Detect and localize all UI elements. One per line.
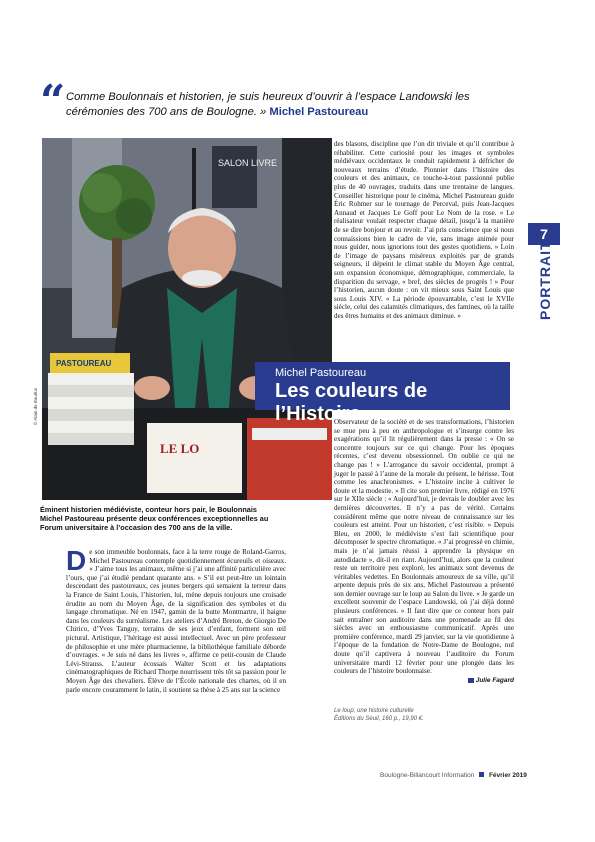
- book-reference: [334, 707, 424, 723]
- pull-quote: [66, 90, 486, 120]
- footer-square-icon: [479, 772, 484, 777]
- author-signature: Julie Fagard: [475, 676, 514, 684]
- book-reference-title: Le loup, une histoire culturelle: [334, 708, 414, 714]
- headline-title: Les couleurs de l’Histoire: [275, 380, 428, 425]
- photo-credit: © Alain de Baudus: [33, 387, 38, 425]
- photo-caption: Éminent historien médiéviste, conteur hors pair, le Boulonnais Michel Pastoureau présente deux conférences exceptionnelles au Forum universitaire à l’occasion des 700 ans de la ville.: [40, 505, 269, 532]
- portrait-photo-illustration: [42, 138, 332, 500]
- book-title-text: LE LO: [160, 441, 200, 456]
- page-number: 7: [528, 223, 560, 245]
- article-column-right-bottom: [334, 418, 514, 685]
- headline-band: [255, 362, 510, 425]
- page-footer: [380, 772, 527, 779]
- article-paragraph: Observateur de la société et de ses transformations, l’historien se mue peu à peu en anthropologue et s’insurge contre les exagérations qu’il lit régulièrement dans la presse : « On se concentre toujours sur ce qui change. Pour les époques récentes, c’est devenu obsessionnel. On oublie ce qui ne change pas ! » L’arrogance du savoir occidental, prompt à juger le passé à l’aune de la morale du présent, le hérisse. Tout comme les anachronismes. « L’histoire incite à cultiver le doute et la modestie. » Il cite son premier livre, rédigé en 1976 sur le XIIe siècle : « Aujourd’hui, je devrais le doubler avec les dernières découvertes. Il n’y a pas de vérité. Certains considèrent même que notre niveau de connaissance sur les couleurs est atteint. Pour un historien, c’est risible. » Depuis Bleu, en 2000, le médiéviste s’est fait scientifique pour décomposer le spectre chromatique. « J’ai progressé en chimie, mais je n’ai jamais réussi à apprendre la physique en autodidacte », dit-il en riant. Aujourd’hui, alors que la couleur reste un territoire peu exploré, les animaux sont devenus de véritables vedettes. En Boulonnais amoureux de sa ville, qu’il arpente depuis près de six ans, Michel Pastoureau a présenté son dernier ouvrage sur le loup au Salon du livre. « Je garde un excellent souvenir de l’espace Landowski, où j’ai déjà donné plusieurs conférences. » Il faut dire que ce conteur hors pair sait entraîner son auditoire dans une promenade au fil des siècles avec un enthousiasme communicatif. Après une première conférence, mardi 29 janvier, sur la vie quotidienne à l’époque de la fondation de Notre-Dame de Boulogne, nul doute qu’il captivera à nouveau l’auditoire du Forum universitaire mardi 12 février pour une plongée dans les couleurs de l’histoire boulonnaise.: [334, 418, 514, 676]
- quote-mark: “: [40, 76, 66, 127]
- section-label: PORTRAIT: [537, 240, 553, 320]
- salon-livre-sign: SALON LIVRE: [218, 158, 278, 168]
- footer-publication: Boulogne-Billancourt Information: [380, 772, 475, 779]
- headline-name: Michel Pastoureau: [275, 367, 367, 379]
- book-cover-text: PASTOUREAU: [56, 359, 112, 368]
- portrait-photo: [42, 138, 332, 500]
- article-paragraph: des blasons, discipline que l’on dit triviale et qu’il contribue à réhabiliter. Cette curiosité pour les images et symboles médiévaux occidentaux le conduit rapidement à défricher de nouveaux terrains d’étude. Pionnier dans l’histoire des couleurs et des animaux, ce touche-à-tout passionné publie plus de 40 ouvrages, traduits dans une trentaine de langues. Conseiller historique pour le cinéma, Michel Pastoureau guide Éric Rohmer sur le tournage de Perceval, puis Jean-Jacques Annaud et Jacques Le Goff pour Le Nom de la rose. « Le réalisateur voulait respecter chaque détail, jusqu’à la manière de se dire bonjour et au revoir. J’ai pris conscience que si nous connaissions bien le cadre de vie, sans image animée pour nous guider, nous ignorions tout des gestes quotidiens. » Loin de l’image de paysans miséreux exploités par de grands seigneurs, il dépeint le climat stable du Moyen Âge central, son expansion économique, démographique, commerciale, la disparition du servage, « bref, des siècles de progrès ! » Pour l’historien, aucun doute : on vit mieux sous Saint Louis que sous Louis XIV. « La période épouvantable, c’est le XVIIe siècle, celui des calamités climatiques, des famines, où la taille des êtres humains et des animaux diminue. »: [334, 140, 514, 320]
- article-signature-line: [334, 676, 514, 686]
- pull-quote-author: Michel Pastoureau: [269, 106, 369, 118]
- footer-date: Février 2019: [488, 772, 527, 779]
- article-paragraph: e son immeuble boulonnais, face à la terre rouge de Roland-Garros, Michel Pastoureau contemple quotidiennement écureuils et oiseaux. « J’aime tous les animaux, même si j’ai une affinité particulière avec l’ours, que j’ai étudié pendant quarante ans. » S’il est peut-être un lointain descendant des pastoureaux, ces jeunes bergers qui semaient la terreur dans la France de Saint Louis, l’historien, lui, mène depuis toujours une croisade érudite au nom du Moyen Âge, de la signification des symboles et du langage chromatique. Né en 1947, gamin de la butte Montmartre, il baigne dans les couleurs du surréalisme. Les ateliers d’André Breton, de Giorgio De Chirico, d’Yves Tanguy, terrains de ses jeux d’enfant, forment son œil pictural. Artistique, l’héritage est aussi intellectuel. Avec un père professeur de philosophie et une mère pharmacienne, la bibliothèque familiale déborde d’ouvrages. « Je suis né dans les livres », affirme ce petit-cousin de Claude Lévi-Strauss. L’auteur écossais Walter Scott et les adaptations cinématographiques de Richard Thorpe nourrissent très tôt sa passion pour le Moyen Âge des chevaliers. Élève de l’École nationale des chartes, où il en parle encore couramment le latin, il soutient sa thèse à 25 ans sur la science: [66, 548, 286, 694]
- book-reference-publisher: Éditions du Seuil, 160 p., 19,90 €.: [334, 716, 424, 722]
- article-column-left: [66, 545, 286, 694]
- end-mark-icon: [468, 678, 474, 683]
- drop-cap: D: [66, 545, 87, 576]
- pull-quote-text: Comme Boulonnais et historien, je suis heureux d’ouvrir à l’espace Landowski les cérémonies des 700 ans de Boulogne. »: [66, 91, 470, 118]
- article-column-right-top: [334, 140, 514, 320]
